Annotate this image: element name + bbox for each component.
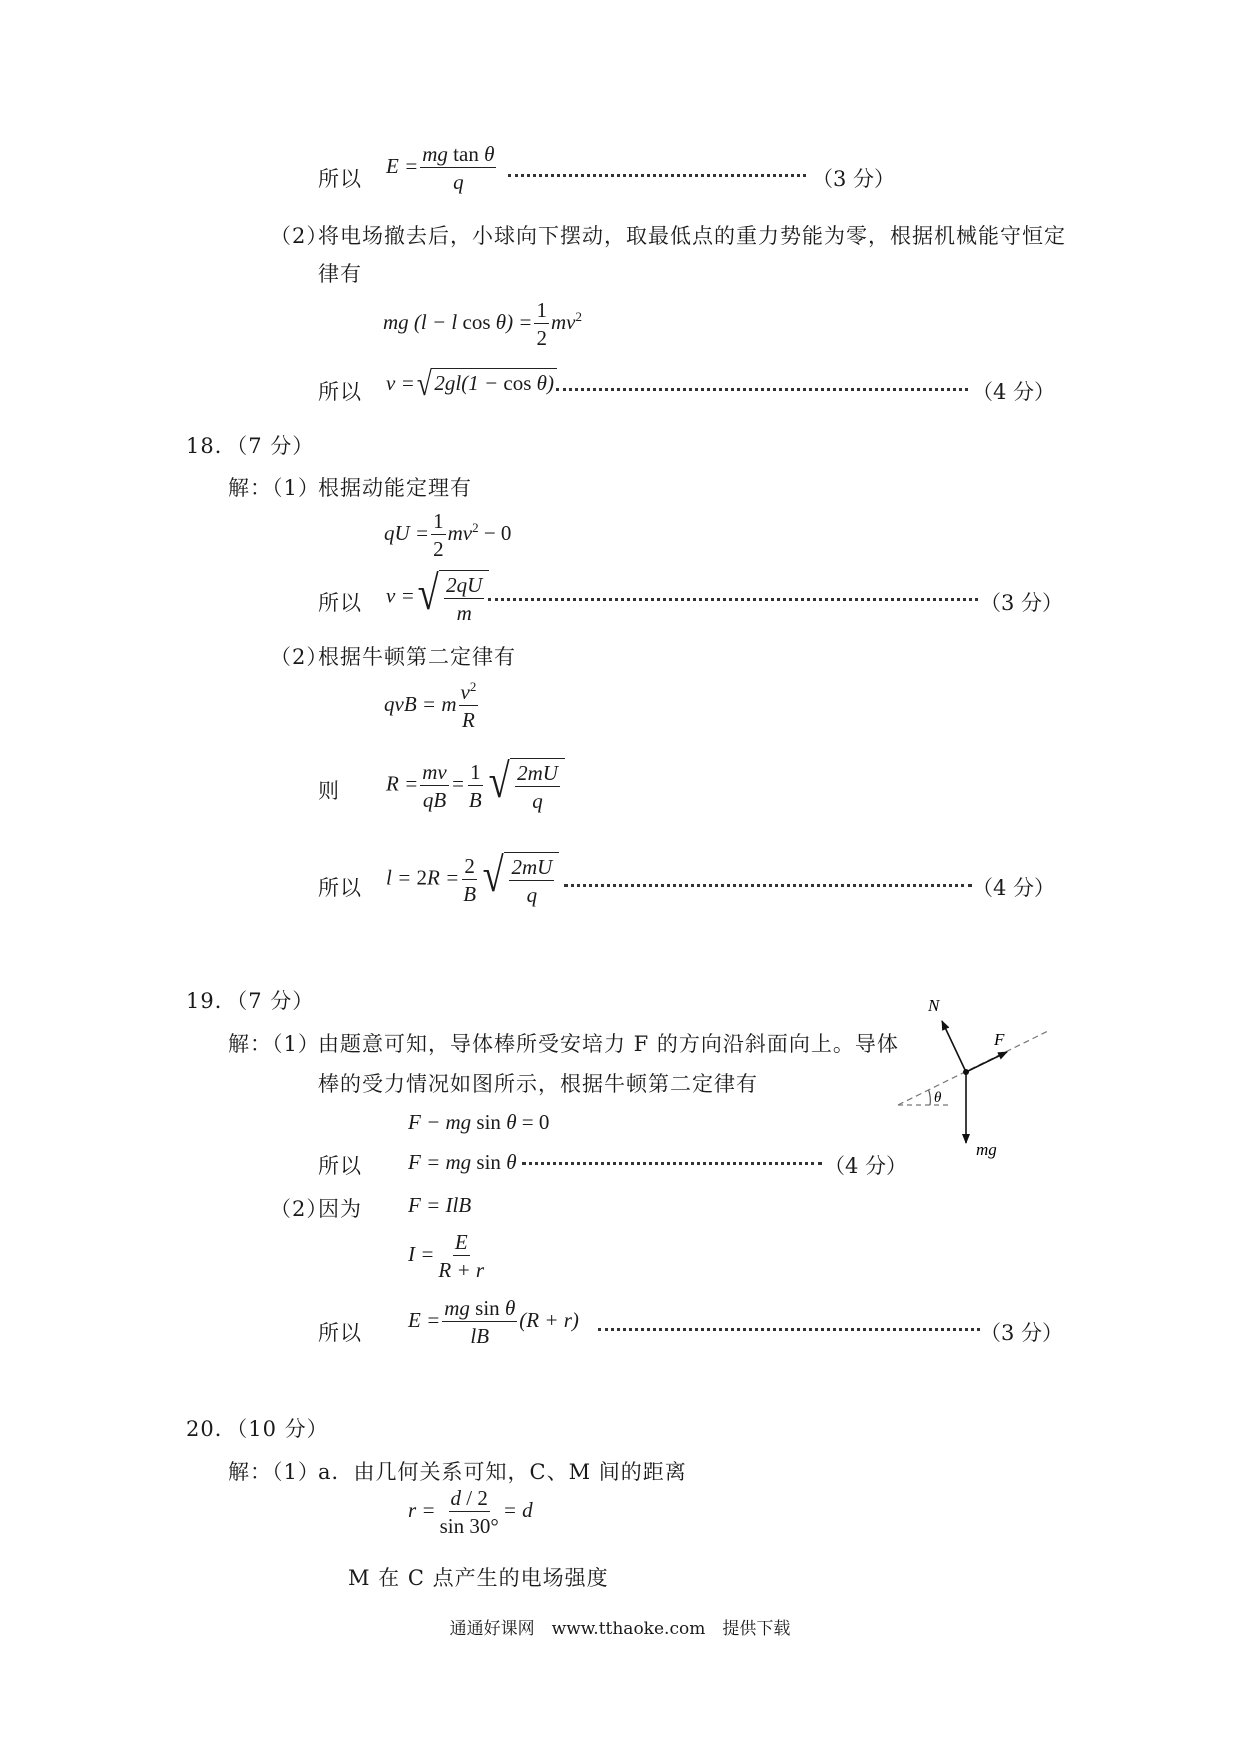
label-suoyi: 所以	[318, 1154, 362, 1178]
force-arrow-n	[942, 1021, 966, 1072]
question-header: 19．（7 分）	[186, 989, 315, 1013]
label-theta: θ	[934, 1090, 942, 1106]
part-number: 解：（1）	[228, 1032, 320, 1056]
label-suoyi: 所以	[318, 167, 362, 191]
equation-emf: E = $\frac{\text{mg sin θ}}{lB}$ (R + r)	[408, 1296, 579, 1349]
force-arrow-f	[966, 1052, 1007, 1072]
contact-point	[963, 1069, 969, 1075]
equation-ampere-force: F = IlB	[408, 1193, 472, 1217]
paragraph: 根据动能定理有	[318, 476, 472, 500]
label-suoyi: 所以	[318, 591, 362, 615]
equation-v-speed: v = √ $\frac{2qU}{m}$	[386, 570, 489, 625]
part-number: （2）	[270, 1197, 329, 1221]
label-ze: 则	[318, 779, 340, 803]
label-suoyi: 所以	[318, 380, 362, 404]
page-footer: 通通好课网 www.tthaoke.com 提供下载	[449, 1619, 791, 1639]
label-suoyi: 所以	[318, 876, 362, 900]
equation-radius: R = $\frac{mv}{qB}$ = $\frac{1}{B}$ √ $\frac{2mU}{q}$	[386, 758, 565, 813]
score: （4 分）	[972, 876, 1056, 900]
paragraph: M 在 C 点产生的电场强度	[348, 1566, 609, 1590]
label-f: F	[994, 1030, 1005, 1049]
paragraph: 根据牛顿第二定律有	[318, 645, 516, 669]
dot-leader	[556, 388, 968, 391]
dot-leader	[598, 1328, 980, 1331]
dot-leader	[564, 884, 972, 887]
paragraph: a．由几何关系可知，C、M 间的距离	[318, 1460, 687, 1484]
equation-energy-conservation: mg (l − l cos θ) = $\frac{1}{2}$ $mv^2$	[383, 298, 582, 351]
dot-leader	[522, 1162, 822, 1165]
score: （3 分）	[980, 591, 1064, 615]
equation-force-balance: F − mg sin θ = 0	[408, 1110, 550, 1134]
force-diagram	[890, 985, 1060, 1160]
paragraph: 律有	[318, 262, 362, 286]
label-suoyi: 所以	[318, 1321, 362, 1345]
score: （3 分）	[812, 167, 896, 191]
equation-kinetic-energy: qU = $\frac{1}{2}$ $mv^2 - 0$	[384, 509, 512, 562]
part-number: （2）	[270, 645, 329, 669]
equation-current: I = $\frac{E}{R + r}$	[408, 1230, 485, 1283]
dot-leader	[508, 174, 806, 177]
score: （3 分）	[980, 1321, 1064, 1345]
question-header: 18．（7 分）	[186, 434, 315, 458]
equation-distance-l: l = 2R = $\frac{2}{B}$ √ $\frac{2mU}{q}$	[386, 852, 559, 907]
score: （4 分）	[972, 380, 1056, 404]
question-header: 20．（10 分）	[186, 1417, 329, 1441]
label-mg: mg	[976, 1140, 997, 1159]
part-number: （2）	[270, 224, 329, 248]
equation-v-sqrt: v = √ 2gl(1 − cos θ)	[386, 368, 557, 402]
equation-f-result: F = mg sin θ	[408, 1150, 517, 1174]
part-number: 解：（1）	[228, 1460, 320, 1484]
equation-distance-r: r = $\frac{d / 2}{\sin 30^\circ}$ = d	[408, 1486, 533, 1539]
part-number: 解：（1）	[228, 476, 320, 500]
label-yinwei: 因为	[318, 1197, 362, 1221]
angle-arc	[929, 1090, 931, 1105]
paragraph: 棒的受力情况如图所示，根据牛顿第二定律有	[318, 1072, 758, 1096]
label-n: N	[928, 996, 940, 1015]
paragraph: 将电场撤去后，小球向下摆动，取最低点的重力势能为零，根据机械能守恒定	[318, 224, 1066, 248]
dot-leader	[488, 598, 978, 601]
equation-e-tan: E = $\frac{\text{mg tan θ}}{q}$	[386, 142, 495, 195]
paragraph: 由题意可知，导体棒所受安培力 F 的方向沿斜面向上。导体	[318, 1032, 899, 1056]
score: （4 分）	[824, 1154, 908, 1178]
equation-lorentz: qvB = m $\frac{v^2}{R}$	[384, 679, 477, 733]
